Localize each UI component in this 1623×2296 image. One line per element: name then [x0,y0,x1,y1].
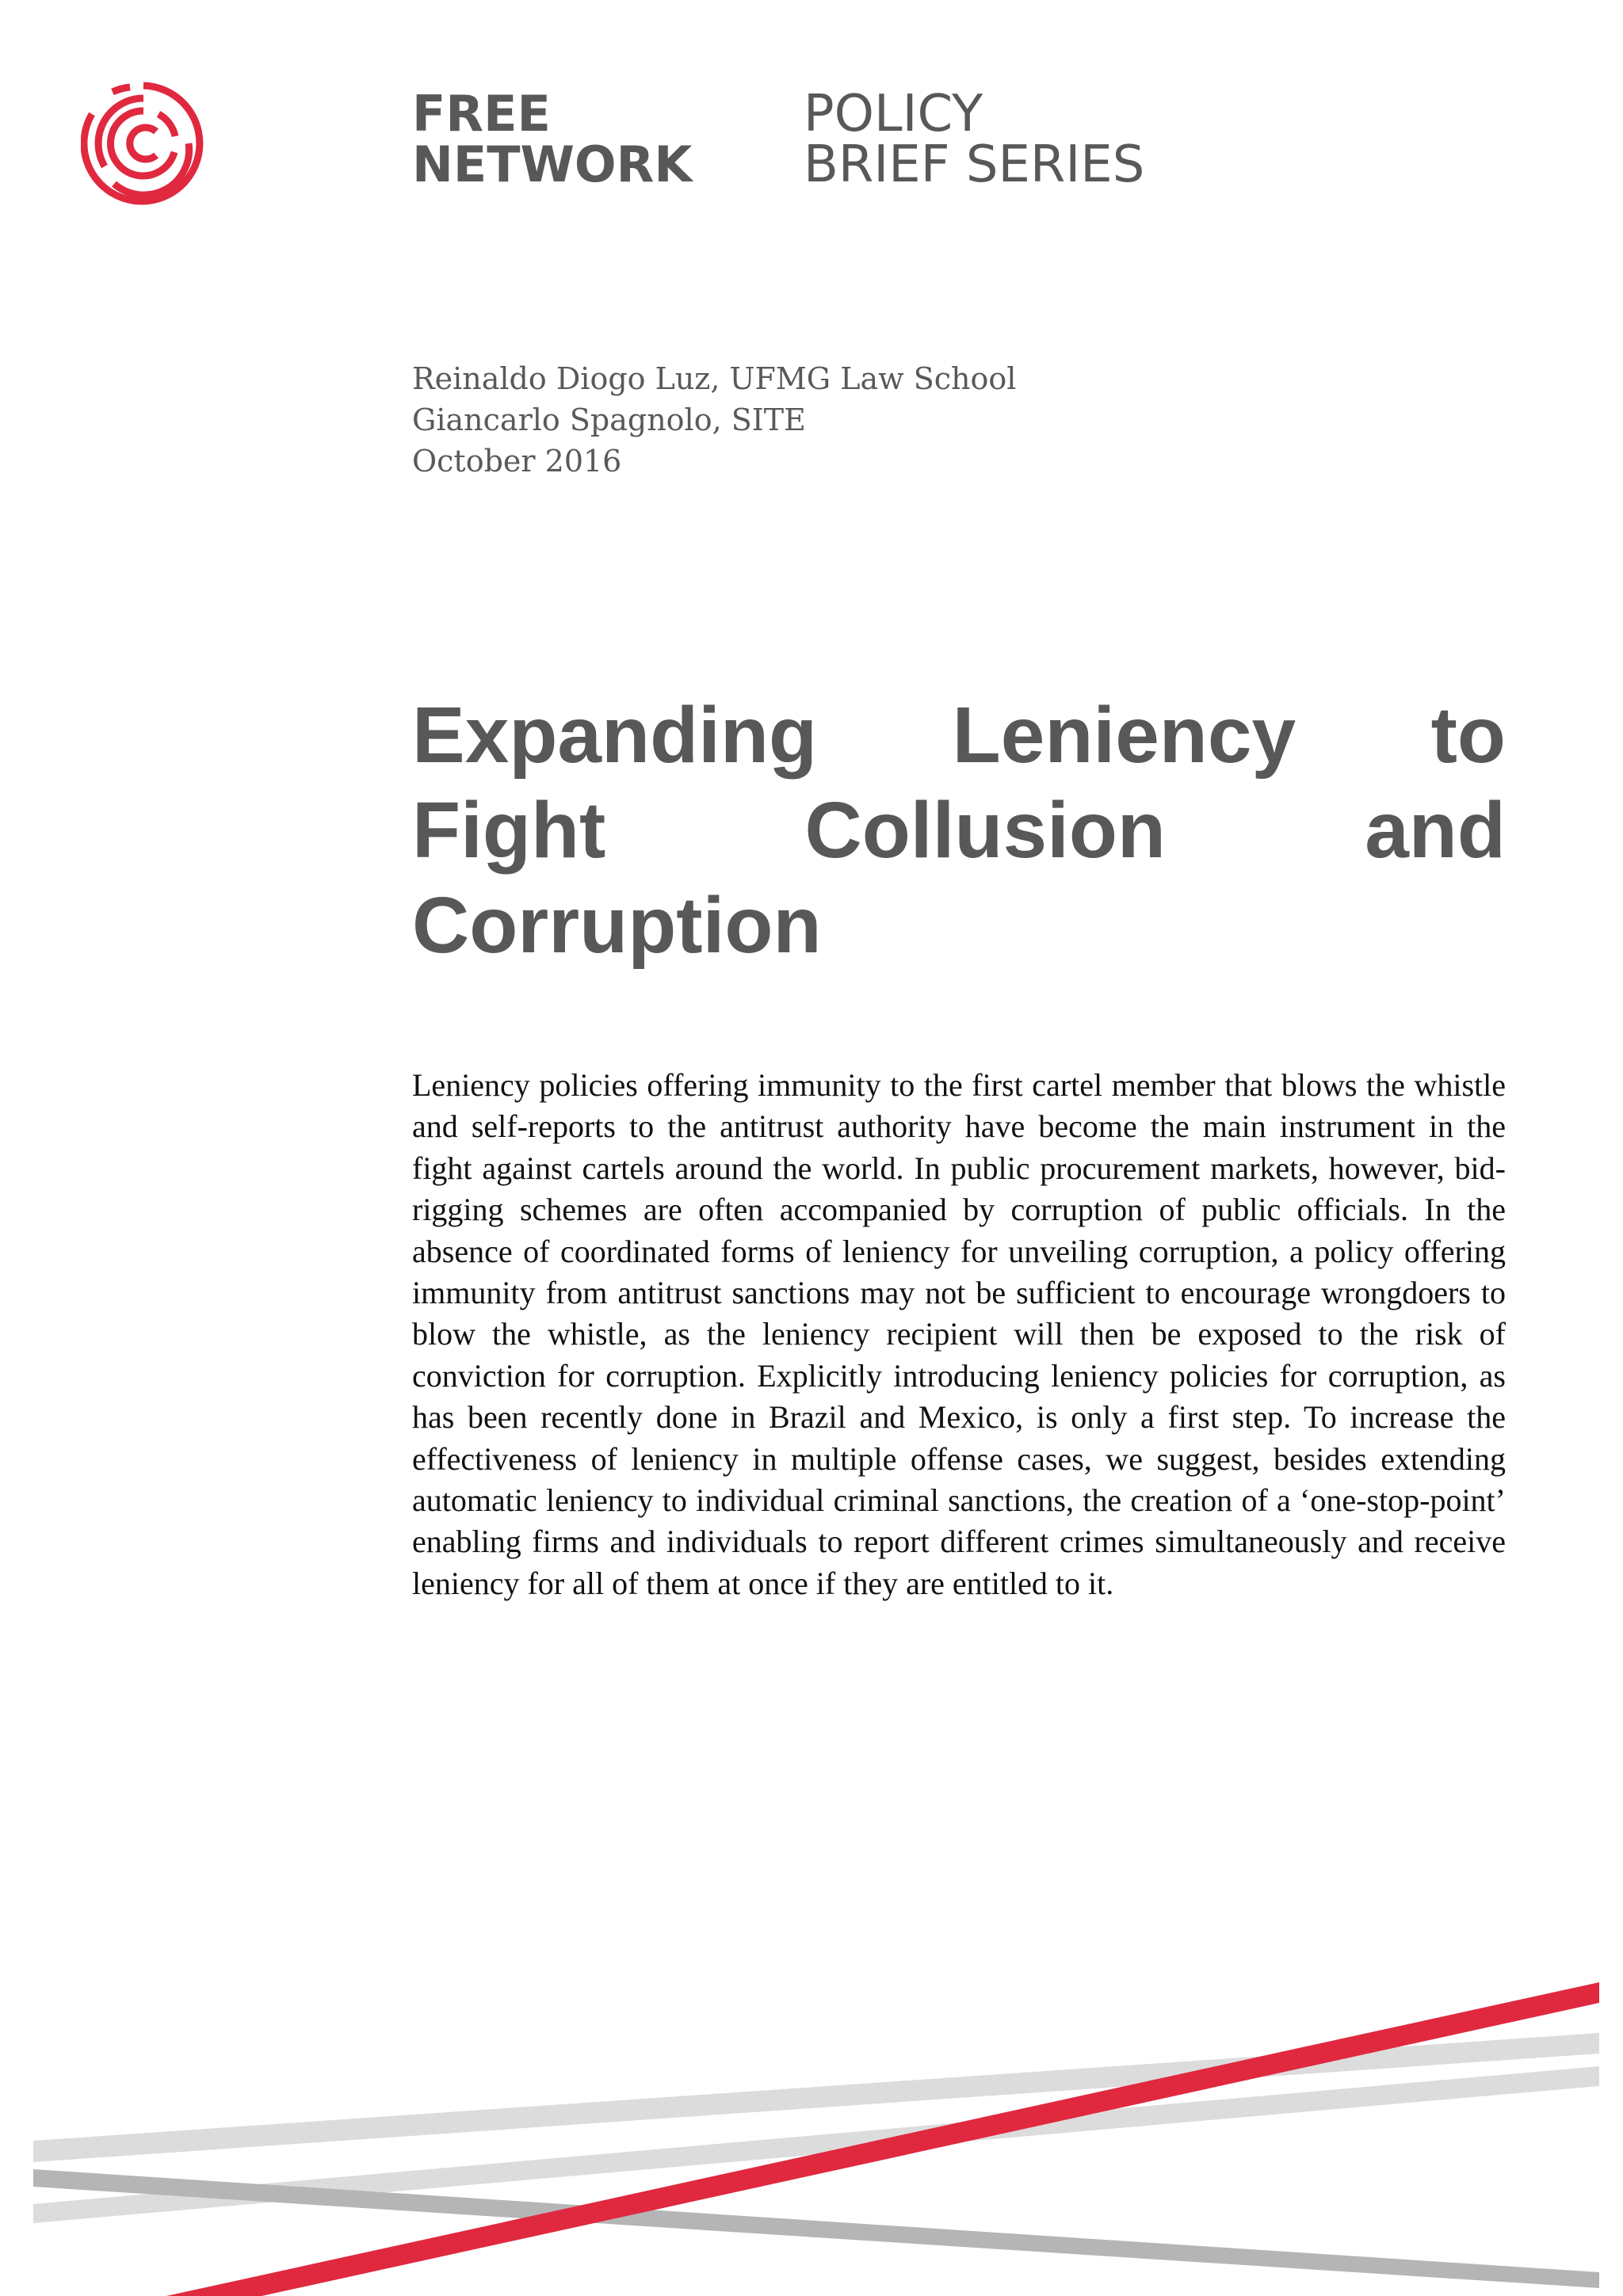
title-word: Fight [412,786,606,875]
mid-gray-stripe [33,2169,1599,2288]
abstract-paragraph: Leniency policies offering immunity to the first cartel member that blows the whistle and self-reports to the antitrust authority have become the main instrument in the fight against cartels around the world. In public procurement markets, however, bid-rigging schemes are often accompanied by corruption of public officials. In the absence of coordinated forms of leniency for unveiling corruption, a policy offering immunity from antitrust sanctions may not be sufficient to encourage wrongdoers to blow the whistle, as the leniency recipient will then be exposed to the risk of conviction for corruption. Explicitly introducing leniency policies for corruption, as has been recently done in Brazil and Mexico, is only a first step. To increase the effectiveness of leniency in multiple offense cases, we suggest, besides extending automatic leniency to individual criminal sanctions, the creation of a ‘one-stop-point’ enabling firms and individuals to report different crimes simultaneously and receive leniency for all of them at once if they are entitled to it. [412,1067,1506,1601]
title-word: to [1430,691,1506,780]
title-word: Leniency [952,691,1296,780]
title-word: Corruption [412,881,822,970]
author-1: Reinaldo Diogo Luz, UFMG Law School [412,361,1017,396]
title-word: Collusion [804,786,1167,875]
brand-word-policy: POLICY [804,85,983,143]
title-word: and [1365,786,1506,875]
brand-word-network: NETWORK [412,135,693,193]
publication-date: October 2016 [412,444,622,479]
author-2: Giancarlo Spagnolo, SITE [412,402,806,437]
brand-word-free: FREE [412,85,551,143]
title-word: Expanding [412,691,818,780]
brand-word-brief-series: BRIEF SERIES [804,135,1145,194]
red-stripe [166,1982,1599,2296]
